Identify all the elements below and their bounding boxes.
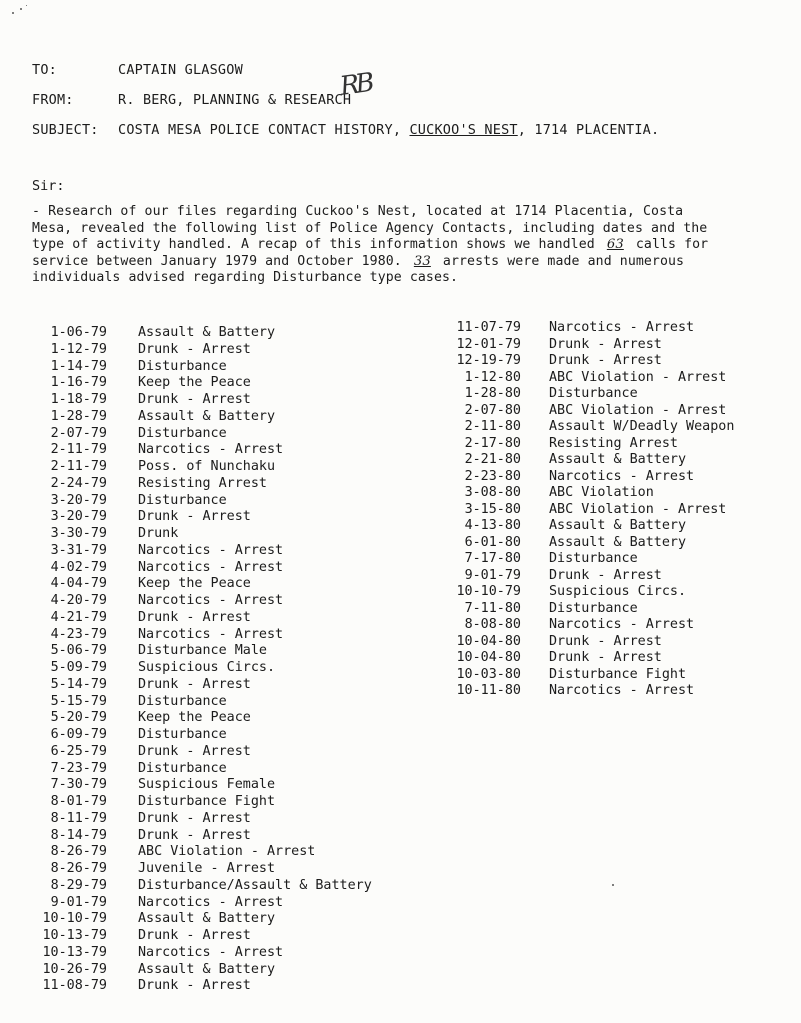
contact-row — [34, 844, 316, 860]
contact-type: Narcotics - Arrest — [549, 683, 695, 698]
from-line — [32, 92, 351, 108]
contact-type: Drunk - Arrest — [138, 743, 251, 759]
contact-row — [446, 320, 695, 336]
contact-type: Disturbance — [138, 358, 227, 374]
contact-date: 5-20-79 — [50, 710, 107, 726]
contact-row — [446, 534, 687, 551]
contact-date: 10-04-80 — [456, 633, 521, 649]
contact-row — [446, 567, 662, 584]
contact-type: Drunk - Arrest — [138, 928, 251, 943]
contact-date: 3-08-80 — [464, 485, 521, 500]
contact-type: Drunk - Arrest — [138, 827, 251, 843]
contact-date: 3-20-79 — [50, 492, 107, 508]
contact-row — [446, 683, 695, 699]
contact-row — [34, 777, 276, 793]
contact-row — [34, 609, 251, 626]
contact-type: Assault & Battery — [549, 534, 687, 550]
contact-type: Narcotics - Arrest — [138, 894, 284, 910]
contact-date: 4-20-79 — [50, 593, 107, 608]
contact-row — [446, 551, 638, 567]
contact-type: Assault & Battery — [138, 911, 276, 927]
contact-row — [34, 475, 267, 492]
from-label: FROM: — [32, 92, 74, 108]
contact-date: 1-28-80 — [464, 386, 521, 401]
contact-date: 2-07-80 — [464, 402, 521, 418]
contact-date: 10-03-80 — [456, 666, 521, 682]
contact-type: Resisting Arrest — [138, 475, 267, 491]
contact-row — [446, 353, 662, 369]
contact-type: Drunk — [138, 526, 179, 541]
contact-row — [446, 501, 727, 518]
contact-type: Drunk - Arrest — [549, 633, 662, 649]
contact-date: 8-29-79 — [50, 877, 107, 893]
scan-speck — [612, 884, 614, 886]
contact-date: 12-19-79 — [456, 353, 521, 368]
contact-type: Resisting Arrest — [549, 435, 678, 451]
to-value: CAPTAIN GLASGOW — [118, 62, 243, 78]
contact-row — [34, 794, 276, 810]
contact-row — [446, 584, 687, 600]
contact-date: 5-15-79 — [50, 693, 107, 709]
contact-date: 5-14-79 — [50, 676, 107, 692]
contact-date: 3-15-80 — [464, 501, 521, 517]
contact-type: Assault & Battery — [138, 325, 276, 340]
contact-type: Narcotics - Arrest — [549, 617, 695, 632]
contact-date: 2-23-80 — [464, 468, 521, 484]
contact-type: Disturbance — [138, 760, 227, 776]
to-line — [32, 62, 243, 78]
contact-row — [34, 459, 276, 475]
contact-date: 4-02-79 — [50, 559, 107, 575]
contact-date: 6-01-80 — [464, 534, 521, 550]
contact-row — [446, 633, 662, 650]
contact-type: Narcotics - Arrest — [138, 626, 284, 642]
contact-type: Disturbance — [549, 600, 638, 616]
contact-row — [446, 386, 638, 402]
contact-type: Drunk - Arrest — [549, 353, 662, 368]
subject-underlined: CUCKOO'S NEST — [409, 122, 518, 138]
contact-date: 2-21-80 — [464, 452, 521, 467]
contact-date: 10-26-79 — [42, 961, 107, 977]
contact-date: 8-11-79 — [50, 810, 107, 826]
body-text-part2: calls for service between January 1979 and October 1980. — [32, 237, 709, 269]
contact-row — [34, 944, 284, 961]
contact-row — [34, 492, 227, 509]
contact-row — [34, 643, 267, 659]
contact-date: 9-01-79 — [50, 894, 107, 910]
contact-type: Disturbance/Assault & Battery — [138, 877, 372, 893]
subject-line — [32, 122, 659, 138]
contact-row — [446, 435, 678, 452]
contact-row — [446, 369, 727, 386]
contact-date: 4-21-79 — [50, 609, 107, 625]
subject-label: SUBJECT: — [32, 122, 99, 138]
scan-speck — [12, 12, 14, 14]
contact-date: 6-09-79 — [50, 727, 107, 742]
contact-row — [34, 425, 227, 442]
salutation: Sir: — [32, 178, 65, 194]
contact-row — [34, 526, 179, 542]
contact-date: 1-28-79 — [50, 408, 107, 424]
contact-row — [34, 961, 276, 978]
contact-date: 11-08-79 — [42, 978, 107, 994]
contact-date: 11-07-79 — [456, 320, 521, 335]
contact-row — [34, 693, 227, 710]
contact-type: ABC Violation — [549, 485, 654, 500]
contact-row — [34, 928, 251, 944]
contact-type: Drunk - Arrest — [138, 810, 251, 826]
contact-type: Drunk - Arrest — [138, 978, 251, 994]
contact-date: 1-14-79 — [50, 358, 107, 374]
contact-type: Poss. of Nunchaku — [138, 459, 276, 474]
contact-date: 2-07-79 — [50, 425, 107, 441]
contact-date: 1-12-79 — [50, 341, 107, 357]
contact-date: 2-11-80 — [464, 419, 521, 434]
contact-date: 8-26-79 — [50, 861, 107, 876]
contact-row — [34, 676, 251, 693]
contact-date: 5-06-79 — [50, 643, 107, 659]
contact-row — [446, 468, 695, 485]
contact-type: Disturbance Fight — [138, 794, 276, 809]
contact-type: Keep the Peace — [138, 710, 251, 726]
contact-date: 2-11-79 — [50, 459, 107, 474]
contact-type: ABC Violation - Arrest — [549, 402, 727, 418]
contact-date: 4-13-80 — [464, 518, 521, 533]
contact-type: Drunk - Arrest — [549, 650, 662, 665]
contact-type: Disturbance — [138, 425, 227, 441]
contact-row — [34, 392, 251, 408]
scan-speck — [26, 5, 27, 6]
contact-row — [34, 894, 284, 911]
contact-date: 10-10-79 — [42, 911, 107, 927]
contact-row — [34, 442, 284, 458]
contact-date: 9-01-79 — [464, 567, 521, 583]
contact-type: Drunk - Arrest — [138, 676, 251, 692]
contact-type: ABC Violation - Arrest — [549, 501, 727, 517]
from-value: R. BERG, PLANNING & RESEARCH — [118, 92, 352, 108]
contact-date: 4-04-79 — [50, 576, 107, 592]
contact-type: Assault W/Deadly Weapon — [549, 419, 735, 434]
contact-row — [34, 810, 251, 827]
contact-type: Narcotics - Arrest — [549, 468, 695, 484]
contact-date: 4-23-79 — [50, 626, 107, 642]
contact-date: 7-30-79 — [50, 777, 107, 793]
contact-row — [34, 593, 284, 609]
contact-type: ABC Violation - Arrest — [549, 369, 727, 385]
contact-row — [34, 660, 276, 676]
contact-row — [34, 877, 372, 894]
arrests-count-handwritten: 33 — [413, 253, 431, 269]
contact-row — [34, 358, 227, 375]
contact-row — [446, 402, 727, 419]
contact-row — [34, 559, 284, 576]
contact-type: Assault & Battery — [138, 961, 276, 977]
contact-date: 10-13-79 — [42, 928, 107, 943]
contact-row — [34, 325, 276, 341]
contact-type: Disturbance Fight — [549, 666, 687, 682]
contact-type: Keep the Peace — [138, 375, 251, 391]
contact-type: Keep the Peace — [138, 576, 251, 592]
subject-suffix: , 1714 PLACENTIA. — [517, 122, 660, 138]
contact-type: Narcotics - Arrest — [138, 944, 284, 960]
contact-date: 8-01-79 — [50, 794, 107, 809]
contact-date: 7-17-80 — [464, 551, 521, 566]
contact-date: 6-25-79 — [50, 743, 107, 759]
contact-date: 10-13-79 — [42, 944, 107, 960]
contact-date: 7-23-79 — [50, 760, 107, 776]
handwritten-initials: RB — [338, 68, 373, 102]
contact-type: Drunk - Arrest — [138, 341, 251, 357]
contact-date: 2-24-79 — [50, 475, 107, 491]
contact-type: Narcotics - Arrest — [138, 593, 284, 608]
contact-row — [34, 626, 284, 643]
contact-row — [34, 375, 251, 391]
contact-row — [34, 727, 227, 743]
contact-date: 7-11-80 — [464, 600, 521, 616]
contact-row — [446, 600, 638, 617]
contact-row — [34, 408, 276, 425]
contact-row — [34, 827, 251, 844]
contact-date: 8-08-80 — [464, 617, 521, 632]
contact-type: Drunk - Arrest — [549, 336, 662, 352]
contact-type: Narcotics - Arrest — [138, 559, 284, 575]
contact-type: Disturbance — [549, 386, 638, 401]
contact-row — [34, 710, 251, 726]
contact-row — [34, 911, 276, 927]
contact-type: Narcotics - Arrest — [138, 442, 284, 458]
body-paragraph — [32, 204, 722, 287]
contact-date: 2-17-80 — [464, 435, 521, 451]
contact-type: Suspicious Circs. — [549, 584, 687, 599]
to-label: TO: — [32, 62, 57, 78]
contact-type: Drunk - Arrest — [138, 392, 251, 407]
contact-type: Suspicious Female — [138, 777, 276, 793]
contact-row — [34, 509, 251, 525]
body-text-part1: - Research of our files regarding Cuckoo's Nest, located at 1714 Placentia, Costa Mesa, revealed the following list of Police Agency Contacts, including dates and the type of activity handled. A recap of this information shows we handled — [32, 204, 708, 252]
contact-date: 3-31-79 — [50, 542, 107, 558]
contact-type: Disturbance Male — [138, 643, 267, 659]
body-text-part3: arrests were made and numerous individuals advised regarding Disturbance type cases. — [32, 253, 685, 285]
contact-type: ABC Violation - Arrest — [138, 844, 316, 860]
contact-row — [446, 666, 687, 683]
contact-row — [34, 743, 251, 760]
contact-date: 8-14-79 — [50, 827, 107, 843]
contact-type: Disturbance — [138, 727, 227, 742]
contact-row — [34, 978, 251, 994]
contact-type: Drunk - Arrest — [549, 567, 662, 583]
contact-row — [34, 341, 251, 358]
contact-date: 12-01-79 — [456, 336, 521, 352]
contact-type: Narcotics - Arrest — [138, 542, 284, 558]
contact-type: Drunk - Arrest — [138, 509, 251, 525]
contact-date: 3-20-79 — [50, 509, 107, 525]
scan-speck — [20, 8, 22, 10]
calls-count-handwritten: 63 — [606, 237, 624, 252]
contact-date: 1-18-79 — [50, 392, 107, 407]
contact-date: 5-09-79 — [50, 660, 107, 675]
contact-row — [446, 518, 687, 534]
contact-date: 1-06-79 — [50, 325, 107, 340]
contact-date: 1-12-80 — [464, 369, 521, 385]
subject-prefix: COSTA MESA POLICE CONTACT HISTORY, — [118, 122, 402, 138]
contact-type: Disturbance — [549, 551, 638, 566]
contact-date: 10-11-80 — [456, 683, 521, 698]
contact-row — [34, 576, 251, 592]
contact-row — [446, 617, 695, 633]
contact-row — [34, 861, 276, 877]
contact-date: 2-11-79 — [50, 442, 107, 458]
contact-row — [446, 336, 662, 353]
contact-type: Assault & Battery — [138, 408, 276, 424]
contact-type: Drunk - Arrest — [138, 609, 251, 625]
contact-row — [34, 542, 284, 559]
contact-row — [446, 419, 735, 435]
contact-date: 1-16-79 — [50, 375, 107, 391]
contact-row — [34, 760, 227, 777]
contact-row — [446, 650, 662, 666]
contact-date: 10-04-80 — [456, 650, 521, 665]
contact-date: 8-26-79 — [50, 844, 107, 860]
contact-type: Disturbance — [138, 693, 227, 709]
contact-type: Narcotics - Arrest — [549, 320, 695, 335]
contact-type: Juvenile - Arrest — [138, 861, 276, 876]
contact-type: Disturbance — [138, 492, 227, 508]
contact-type: Suspicious Circs. — [138, 660, 276, 675]
contact-date: 3-30-79 — [50, 526, 107, 541]
contact-row — [446, 452, 687, 468]
contact-date: 10-10-79 — [456, 584, 521, 599]
contact-row — [446, 485, 654, 501]
contact-type: Assault & Battery — [549, 518, 687, 533]
contact-type: Assault & Battery — [549, 452, 687, 467]
